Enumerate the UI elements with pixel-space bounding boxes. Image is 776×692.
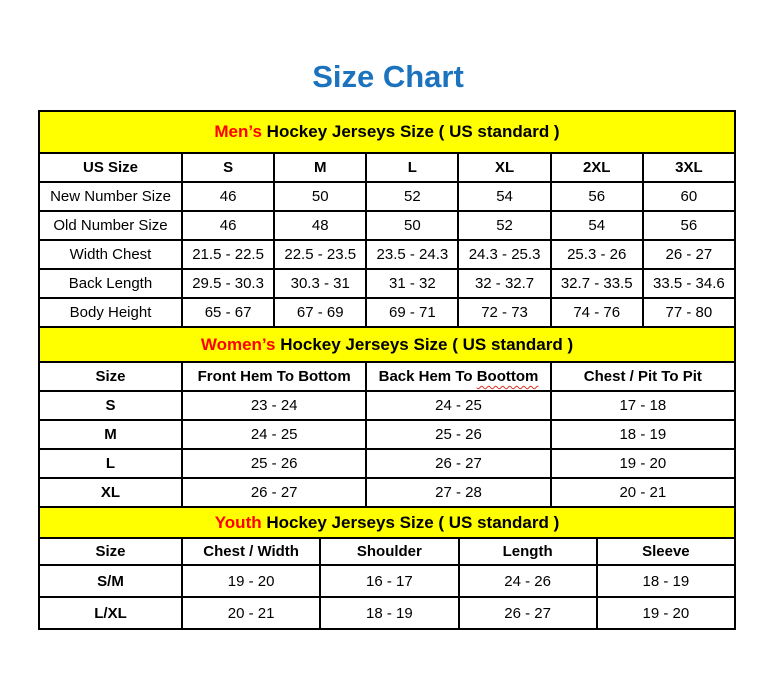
col-header: S	[182, 153, 274, 182]
cell-value: 67 - 69	[274, 298, 366, 327]
youth-table-title	[39, 507, 735, 538]
cell-value: 69 - 71	[366, 298, 458, 327]
cell-value: 27 - 28	[366, 478, 550, 507]
cell-value: 21.5 - 22.5	[182, 240, 274, 269]
cell-value: 18 - 19	[551, 420, 735, 449]
womens-header-row	[39, 362, 735, 391]
cell-value: 52	[366, 182, 458, 211]
womens-band-row	[39, 327, 735, 362]
cell-value: 50	[274, 182, 366, 211]
cell-value: 17 - 18	[551, 391, 735, 420]
col-header: 3XL	[643, 153, 735, 182]
table-row	[39, 298, 735, 327]
womens-title-accent: Women’s	[200, 334, 276, 354]
youth-title-rest: Hockey Jerseys Size ( US standard )	[266, 512, 560, 532]
page-title: Size Chart	[312, 59, 464, 94]
cell-value: 54	[551, 211, 643, 240]
cell-value: 25 - 26	[182, 449, 366, 478]
cell-value: 19 - 20	[551, 449, 735, 478]
col-header: Sleeve	[597, 538, 735, 565]
cell-value: 20 - 21	[182, 597, 320, 629]
cell-value: 26 - 27	[643, 240, 735, 269]
table-row	[39, 391, 735, 420]
col-header: Chest / Width	[182, 538, 320, 565]
mens-title-accent: Men’s	[214, 122, 262, 141]
back-hem-label: Back Hem To	[378, 368, 473, 385]
cell-value: 54	[458, 182, 550, 211]
cell-value: 24 - 26	[459, 565, 597, 597]
youth-band-row	[39, 507, 735, 538]
cell-value: 33.5 - 34.6	[643, 269, 735, 298]
youth-title-accent: Youth	[214, 512, 262, 532]
cell-value: 60	[643, 182, 735, 211]
cell-value: 23 - 24	[182, 391, 366, 420]
table-row	[39, 449, 735, 478]
cell-value: 18 - 19	[597, 565, 735, 597]
womens-size-table	[38, 326, 736, 508]
table-row	[39, 182, 735, 211]
cell-value: 24 - 25	[366, 391, 550, 420]
col-header: Front Hem To Bottom	[182, 362, 366, 391]
cell-value: 19 - 20	[597, 597, 735, 629]
cell-value: 25.3 - 26	[551, 240, 643, 269]
cell-value: 77 - 80	[643, 298, 735, 327]
cell-value: 46	[182, 211, 274, 240]
table-row	[39, 597, 735, 629]
col-header-back-hem	[366, 362, 550, 391]
cell-value: 72 - 73	[458, 298, 550, 327]
cell-value: 31 - 32	[366, 269, 458, 298]
col-header: M	[274, 153, 366, 182]
table-row	[39, 240, 735, 269]
mens-title-rest: Hockey Jerseys Size ( US standard )	[266, 122, 560, 141]
cell-value: 50	[366, 211, 458, 240]
cell-value: 20 - 21	[551, 478, 735, 507]
col-header: US Size	[39, 153, 182, 182]
cell-value: 19 - 20	[182, 565, 320, 597]
cell-value: 29.5 - 30.3	[182, 269, 274, 298]
cell-value: 16 - 17	[320, 565, 458, 597]
cell-value: 74 - 76	[551, 298, 643, 327]
cell-value: 22.5 - 23.5	[274, 240, 366, 269]
col-header: XL	[458, 153, 550, 182]
cell-value: 48	[274, 211, 366, 240]
row-label: Back Length	[39, 269, 182, 298]
col-header: Shoulder	[320, 538, 458, 565]
cell-value: 18 - 19	[320, 597, 458, 629]
cell-value: 25 - 26	[366, 420, 550, 449]
cell-value: 30.3 - 31	[274, 269, 366, 298]
row-label: Body Height	[39, 298, 182, 327]
cell-value: 26 - 27	[366, 449, 550, 478]
cell-value: 26 - 27	[182, 478, 366, 507]
cell-value: 23.5 - 24.3	[366, 240, 458, 269]
col-header: Length	[459, 538, 597, 565]
col-header: L	[366, 153, 458, 182]
cell-value: 56	[551, 182, 643, 211]
cell-value: 32 - 32.7	[458, 269, 550, 298]
womens-title-rest: Hockey Jerseys Size ( US standard )	[280, 334, 574, 354]
cell-value: 52	[458, 211, 550, 240]
row-label: L/XL	[39, 597, 182, 629]
cell-value: 65 - 67	[182, 298, 274, 327]
row-label: Old Number Size	[39, 211, 182, 240]
youth-size-table	[38, 506, 736, 630]
youth-header-row	[39, 538, 735, 565]
mens-size-table	[38, 110, 736, 328]
row-label: S/M	[39, 565, 182, 597]
col-header: Size	[39, 362, 182, 391]
row-label: L	[39, 449, 182, 478]
table-row	[39, 420, 735, 449]
womens-table-title	[39, 327, 735, 362]
row-label: New Number Size	[39, 182, 182, 211]
cell-value: 46	[182, 182, 274, 211]
row-label: S	[39, 391, 182, 420]
col-header: Chest / Pit To Pit	[551, 362, 735, 391]
table-row	[39, 269, 735, 298]
col-header: Size	[39, 538, 182, 565]
row-label: XL	[39, 478, 182, 507]
back-hem-misspelled-word: Boottom	[476, 368, 539, 385]
col-header: 2XL	[551, 153, 643, 182]
cell-value: 24.3 - 25.3	[458, 240, 550, 269]
mens-header-row	[39, 153, 735, 182]
cell-value: 56	[643, 211, 735, 240]
table-row	[39, 211, 735, 240]
cell-value: 24 - 25	[182, 420, 366, 449]
mens-band-row	[39, 111, 735, 153]
table-row	[39, 565, 735, 597]
table-row	[39, 478, 735, 507]
mens-table-title	[39, 111, 735, 153]
row-label: M	[39, 420, 182, 449]
row-label: Width Chest	[39, 240, 182, 269]
cell-value: 32.7 - 33.5	[551, 269, 643, 298]
cell-value: 26 - 27	[459, 597, 597, 629]
